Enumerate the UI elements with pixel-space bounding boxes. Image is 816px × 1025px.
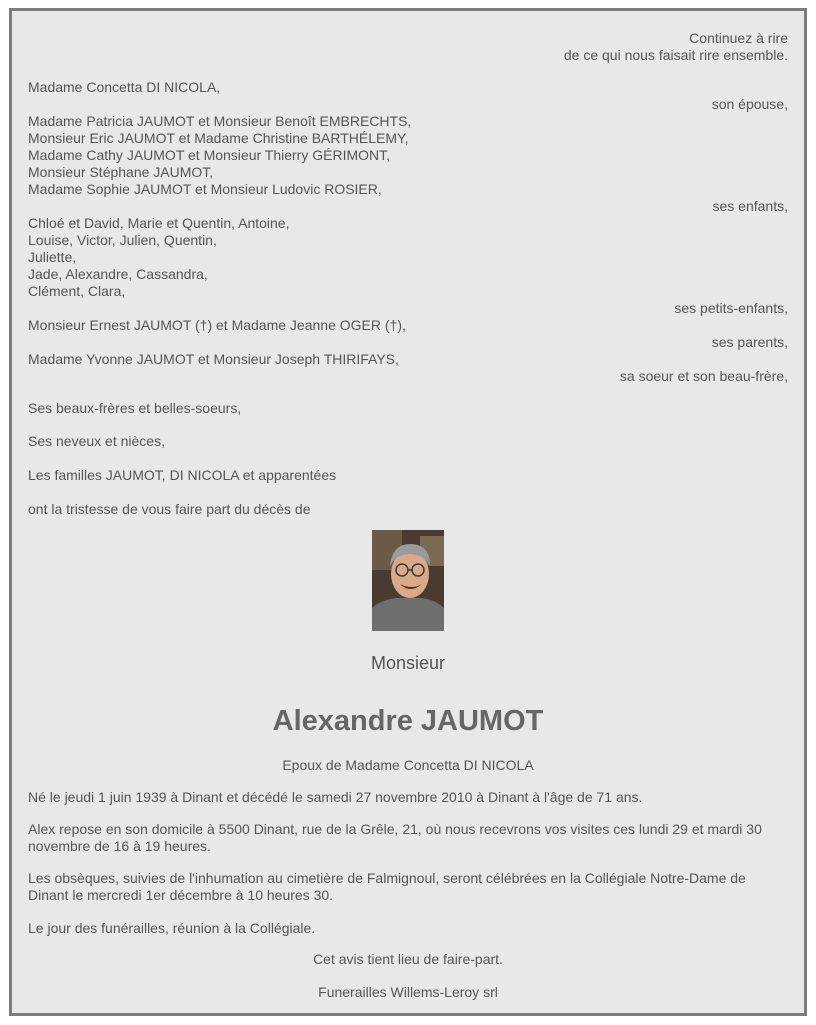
in-laws-line: Ses beaux-frères et belles-soeurs, xyxy=(28,400,242,416)
obituary-card xyxy=(9,8,807,1016)
child-line: Monsieur Stéphane JAUMOT, xyxy=(28,164,214,180)
spouse-name: Madame Concetta DI NICOLA, xyxy=(28,79,221,95)
deceased-name: Alexandre JAUMOT xyxy=(272,705,544,737)
spouse-role: son épouse, xyxy=(711,96,788,112)
grandchild-line: Chloé et David, Marie et Quentin, Antoine, xyxy=(28,215,290,231)
portrait-photo xyxy=(372,530,444,631)
grandchild-line: Juliette, xyxy=(28,249,77,265)
epigraph-line-2: de ce qui nous faisait rire ensemble. xyxy=(563,47,788,63)
funeral-paragraph: Les obsèques, suivies de l'inhumation au cimetière de Falmignoul, seront célébrées en la Collégiale Notre-Dame de Dinant le mercredi 1er décembre à 10 heures 30. xyxy=(28,870,746,903)
nephews-line: Ses neveux et nièces, xyxy=(28,433,165,449)
parents-name: Monsieur Ernest JAUMOT (†) et Madame Jeanne OGER (†), xyxy=(28,317,406,333)
child-line: Monsieur Eric JAUMOT et Madame Christine BARTHÉLEMY, xyxy=(28,130,409,146)
parents-role: ses parents, xyxy=(711,334,788,350)
visitation-paragraph: Alex repose en son domicile à 5500 Dinant, rue de la Grêle, 21, où nous recevrons vos visites ces lundi 29 et mardi 30 novembre de 16 à 19 heures. xyxy=(28,821,762,854)
grandchild-line: Clément, Clara, xyxy=(28,283,126,299)
epigraph-line-1: Continuez à rire xyxy=(689,30,788,46)
notice-line: Cet avis tient lieu de faire-part. xyxy=(313,951,503,967)
child-line: Madame Cathy JAUMOT et Monsieur Thierry GÉRIMONT, xyxy=(28,147,391,163)
children-role: ses enfants, xyxy=(712,198,788,214)
grandchild-line: Jade, Alexandre, Cassandra, xyxy=(28,266,208,282)
birth-death-line: Né le jeudi 1 juin 1939 à Dinant et décédé le samedi 27 novembre 2010 à Dinant à l'âge de 71 ans. xyxy=(28,789,643,805)
reunion-line: Le jour des funérailles, réunion à la Collégiale. xyxy=(28,920,316,936)
funeral-home: Funerailles Willems-Leroy srl xyxy=(318,984,498,1000)
grandchild-line: Louise, Victor, Julien, Quentin, xyxy=(28,232,217,248)
sister-name: Madame Yvonne JAUMOT et Monsieur Joseph THIRIFAYS, xyxy=(28,351,399,367)
grandchildren-role: ses petits-enfants, xyxy=(674,300,788,316)
deceased-spouse-line: Epoux de Madame Concetta DI NICOLA xyxy=(282,757,534,773)
sister-role: sa soeur et son beau-frère, xyxy=(619,368,788,384)
child-line: Madame Patricia JAUMOT et Monsieur Benoît EMBRECHTS, xyxy=(28,113,412,129)
deceased-honorific: Monsieur xyxy=(370,653,446,673)
portrait-image xyxy=(372,530,444,631)
announcement-line: ont la tristesse de vous faire part du décès de xyxy=(28,501,311,517)
child-line: Madame Sophie JAUMOT et Monsieur Ludovic ROSIER, xyxy=(28,181,382,197)
families-line: Les familles JAUMOT, DI NICOLA et apparentées xyxy=(28,467,337,483)
